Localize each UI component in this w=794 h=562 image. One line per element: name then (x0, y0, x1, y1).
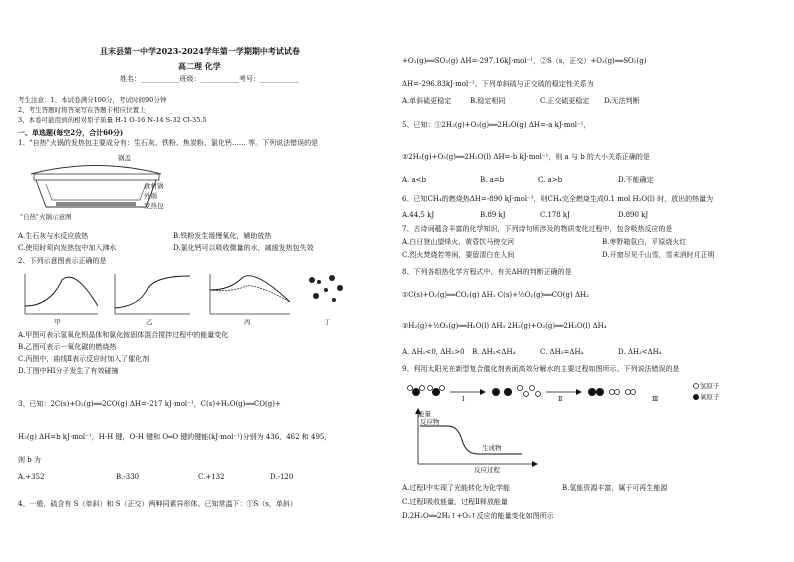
q6-stem: 6、已知CH₄的燃烧热ΔH=-890 kJ·mol⁻¹，则CH₄完全燃烧生成0.1 mol H₂O(l) 时，放出的热量为 (402, 195, 714, 203)
student-info-line: 姓名：___________班级：___________考号：___________ (120, 75, 299, 83)
q8-stem: 8、下列各组热化学方程式中，有关ΔH的判断正确的是 (402, 268, 572, 276)
notice-line-3: 3、本卷可能用到的相对原子质量 H-1 O-16 N-14 S-32 Cl-35.5 (18, 116, 207, 124)
q3-option-a: A.+352 (18, 473, 45, 481)
q3-stem-1: 3、已知：2C(s)+O₂(g)══2CO(g) ΔH=-217 kJ·mol⁻¹，C(s)+H₂O(g)══CO(g)+ (18, 400, 281, 408)
q9-step-1: Ⅰ (462, 395, 465, 403)
notice-line-1: 考生注意：1、本试卷满分100分，考试时间90分钟 (18, 96, 167, 104)
q1-stem: 1、"自热"火锅的发热包主要成分有：生石灰、铁粉、焦炭粉、氯化钙…… 等。下列说法错误的是 (18, 139, 319, 147)
q1-label-food-pot: 食材锅 (144, 182, 164, 190)
notice-line-2: 2、考生答题时将答案写在答题卡相应位置上 (18, 106, 146, 114)
q5-option-a: A. a<b (402, 176, 427, 184)
q9-option-c: C.过程Ⅰ吸收能量，过程Ⅱ释放能量 (402, 498, 508, 506)
q1-option-d: D.氯化钙可以吸收微量的水，减缓发热包失效 (173, 244, 314, 252)
q9-stem: 9、利用太阳光在新型复合催化剂表面高效分解水的主要过程如图所示。下列说法错误的是 (402, 365, 680, 373)
q3-option-d: D.-120 (270, 473, 294, 481)
q5-stem-2: ②2H₂(g)+O₂(g)══2H₂O(l) ΔH=-b kJ·mol⁻¹，则 a 与 b 的大小关系正确的是 (402, 153, 650, 161)
q8-option-c: C. ΔH₃=ΔH₄ (540, 348, 584, 356)
q8-equations-2: ②H₂(g)+½O₂(g)══H₂O(l) ΔH₃ 2H₂(g)+O₂(g)══2H₂O(l) ΔH₄ (402, 322, 607, 330)
q7-option-c: C.烈火焚烧若等闲，要留清白在人间 (402, 251, 515, 259)
q7-stem: 7、古诗词蕴含丰富的化学知识，下列诗句所涉及的物质变化过程中，包含吸热反应的是 (402, 225, 673, 233)
q2-label-yi: 乙 (146, 318, 153, 326)
q1-caption: "自热"火锅示意图 (20, 213, 72, 221)
q2-stem: 2、下列示意图表示正确的是 (18, 257, 107, 265)
q3-stem-3: 则 b 为 (18, 456, 41, 464)
legend-hydrogen-icon (694, 384, 699, 389)
q2-diagrams (20, 270, 350, 320)
q9-graph-xlabel: 反应过程 (474, 466, 500, 474)
water-molecules (408, 386, 445, 397)
q9-process-diagram (406, 380, 746, 406)
q3-stem-2: H₂(g) ΔH=b kJ·mol⁻¹，H-H 键，O-H 键和 O═O 键的键能(kJ·mol⁻¹)分别为 436、462 和 495， (18, 433, 332, 441)
q9-option-d: D.2H₂O══2H₂↑+O₂↑反应的能量变化如图所示 (402, 512, 554, 520)
q2-option-a: A.甲图可表示氢氧化钡晶体和氯化铵固体混合搅拌过程中的能量变化 (18, 331, 229, 339)
q8-equations-1: ①C(s)+O₂(g)══CO₂(g) ΔH₁ C(s)+½O₂(g)══CO(g) ΔH₂ (402, 291, 589, 299)
product-molecules (588, 388, 636, 396)
q9-graph-product: 生成物 (482, 444, 502, 452)
q1-option-c: C.使用时须向发热包中加入沸水 (18, 244, 117, 252)
q2-option-c: C.丙图中，曲线Ⅱ表示反应时加入了催化剂 (18, 355, 150, 363)
q4-option-b: B.稳定相同 (470, 97, 506, 105)
q9-option-b: B.氢能资源丰富，属于可再生能源 (562, 484, 668, 492)
exam-subtitle: 高二理 化学 (178, 61, 221, 71)
q9-graph-reactant: 反应物 (420, 418, 440, 426)
q2-graph-yi (115, 274, 190, 314)
q4-option-d: D.无法判断 (604, 97, 640, 105)
q2-option-d: D.丁图中HI分子发生了有效碰撞 (18, 367, 119, 375)
q1-option-b: B.铁粉发生缓慢氧化，辅助放热 (173, 232, 272, 240)
q3-option-b: B.-330 (116, 473, 140, 481)
q7-option-a: A.白日登山望烽火，黄昏饮马傍交河 (402, 238, 515, 246)
q9-option-a: A.过程Ⅰ中实现了光能转化为化学能 (402, 484, 511, 492)
q7-option-d: D.开窗尽见千山雪，雪未消时月正明 (602, 251, 715, 259)
q2-label-ding: 丁 (324, 318, 331, 326)
section-heading: 一、单选题(每空2分，合计60分) (18, 128, 124, 137)
legend-oxygen-icon (693, 394, 699, 400)
q8-option-b: B. ΔH₃<ΔH₄ (472, 348, 516, 356)
q4-option-a: A.单斜硫更稳定 (402, 97, 452, 105)
q6-option-d: D.890 kJ (618, 211, 649, 219)
q6-option-b: B.89 kJ (480, 211, 506, 219)
q9-legend-oxygen: 氧原子 (700, 393, 720, 401)
q2-graph-jia (25, 274, 98, 314)
q6-option-c: C.178 kJ (540, 211, 570, 219)
q1-label-outer-pot: 外锅 (144, 192, 157, 200)
q9-legend-hydrogen: 氢原子 (700, 382, 720, 390)
q6-option-a: A.44.5 kJ (402, 211, 435, 219)
q7-option-b: B.枣野箱氛白，平原烧火红 (602, 238, 687, 246)
q5-option-b: B. a=b (480, 176, 505, 184)
q9-energy-graph (412, 408, 542, 468)
q5-option-d: D.不能确定 (618, 176, 654, 184)
q2-option-b: B.乙图可表示一氧化碳的燃烧热 (18, 343, 117, 351)
q3-option-c: C.+132 (198, 473, 225, 481)
q4-stem-2: +O₂(g)══SO₂(g) ΔH=-297.16kJ·mol⁻¹，②S（s，正交）+O₂(g)══SO₂(g) (402, 57, 647, 65)
q9-step-2: Ⅱ (558, 395, 563, 403)
q5-option-c: C. a>b (538, 176, 563, 184)
q1-label-heat-pack: 发热包 (144, 202, 164, 210)
q4-stem-1: 4、一般，硫含有 S（单斜）和 S（正交）两种同素异形体。已知常温下：①S（s，单斜） (18, 500, 297, 508)
q4-stem-3: ΔH=-296.83kJ·mol⁻¹。下列单斜硫与正交硫的稳定性关系为 (402, 80, 594, 88)
q2-graph-ding (309, 275, 343, 302)
q1-label-lid: 锅盖 (118, 154, 131, 162)
exam-title: 且末县第一中学2023-2024学年第一学期期中考试试卷 (100, 46, 300, 56)
q2-label-jia: 甲 (54, 318, 61, 326)
q4-option-c: C.正交硫更稳定 (540, 97, 590, 105)
q8-option-a: A. ΔH₁<0, ΔH₂>0 (402, 348, 465, 356)
q8-option-d: D. ΔH₃<ΔH₄ (618, 348, 662, 356)
q9-step-3: Ⅲ (652, 395, 659, 403)
q1-option-a: A.生石灰与水反应放热 (18, 232, 89, 240)
q2-label-bing: 丙 (244, 318, 251, 326)
q9-graph-ylabel: 能量 (418, 410, 431, 418)
q5-stem-1: 5、已知：①2H₂(g)+O₂(g)══2H₂O(g) ΔH=-a kJ·mol⁻¹， (402, 121, 591, 129)
q2-graph-bing (210, 274, 290, 314)
split-atoms (492, 386, 541, 397)
